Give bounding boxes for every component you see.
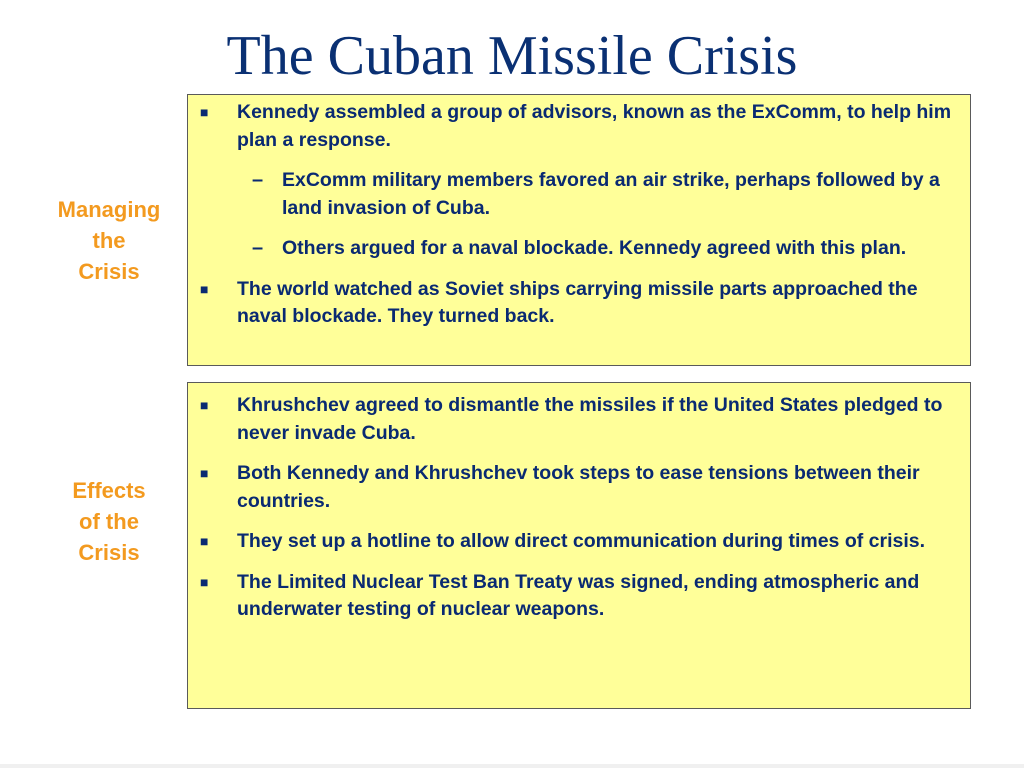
sub-bullet-item bbox=[188, 167, 970, 222]
bullet-text: ExComm military members favored an air strike, perhaps followed by a land invasion of Cuba. bbox=[282, 169, 940, 219]
effects-label-line: of the bbox=[79, 509, 139, 534]
square-bullet-icon: ■ bbox=[200, 280, 209, 297]
managing-label-line: Crisis bbox=[78, 259, 140, 284]
footer-divider bbox=[0, 764, 1024, 768]
square-bullet-icon: ■ bbox=[200, 573, 209, 590]
bullet-item bbox=[188, 99, 970, 154]
effects-label-line: Effects bbox=[72, 478, 146, 503]
square-bullet-icon: ■ bbox=[200, 397, 209, 413]
bullet-text: They set up a hotline to allow direct communication during times of crisis. bbox=[237, 530, 926, 552]
bullet-text: Khrushchev agreed to dismantle the missiles if the United States pledged to never invade Cuba. bbox=[237, 394, 943, 444]
bullet-text: Others argued for a naval blockade. Kennedy agreed with this plan. bbox=[282, 237, 907, 259]
managing-text-box bbox=[187, 94, 971, 366]
bullet-item bbox=[188, 276, 970, 331]
sub-bullet-item bbox=[188, 235, 970, 263]
managing-section-label bbox=[34, 194, 184, 287]
effects-label-line: Crisis bbox=[78, 540, 140, 565]
square-bullet-icon: ■ bbox=[200, 104, 209, 120]
dash-bullet-icon: – bbox=[252, 237, 264, 259]
slide-title: The Cuban Missile Crisis bbox=[226, 25, 798, 87]
managing-label-line: Managing bbox=[57, 197, 161, 222]
square-bullet-icon: ■ bbox=[200, 533, 209, 549]
managing-bullet-list bbox=[188, 99, 970, 344]
effects-text-box bbox=[187, 382, 971, 709]
bullet-item bbox=[188, 528, 970, 556]
bullet-item bbox=[188, 569, 970, 624]
effects-section-label bbox=[34, 475, 184, 568]
managing-label-line: the bbox=[92, 228, 126, 253]
bullet-text: The Limited Nuclear Test Ban Treaty was signed, ending atmospheric and underwater testing of nuclear weapons. bbox=[237, 570, 920, 620]
bullet-text: Both Kennedy and Khrushchev took steps to ease tensions between their countries. bbox=[237, 462, 920, 512]
bullet-text: The world watched as Soviet ships carrying missile parts approached the naval blockade. They turned back. bbox=[237, 277, 918, 327]
square-bullet-icon: ■ bbox=[200, 465, 209, 481]
bullet-item bbox=[188, 460, 970, 515]
bullet-text: Kennedy assembled a group of advisors, known as the ExComm, to help him plan a response. bbox=[237, 101, 952, 151]
bullet-item bbox=[188, 392, 970, 447]
effects-bullet-list bbox=[188, 392, 970, 637]
dash-bullet-icon: – bbox=[252, 169, 264, 191]
